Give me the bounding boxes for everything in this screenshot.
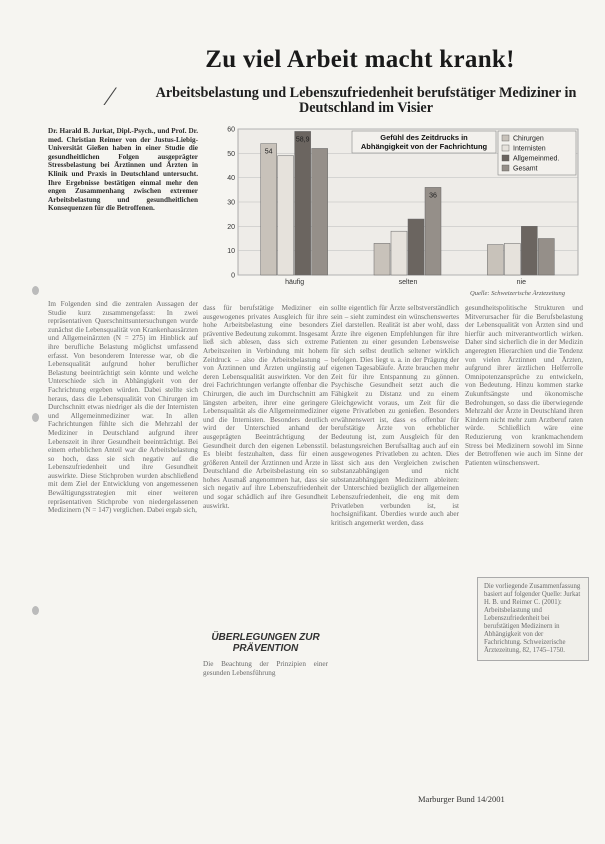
chart-x-tick-label: häufig <box>285 279 305 286</box>
chart-y-tick-label: 30 <box>227 199 235 207</box>
chart-legend-swatch <box>502 165 509 171</box>
chart-bar <box>261 144 277 275</box>
chart-legend-label: Chirurgen <box>513 135 544 143</box>
chart-legend-swatch <box>502 155 509 161</box>
chart-bar <box>408 219 424 275</box>
section-subheading: ÜBERLEGUNGEN ZUR PRÄVENTION <box>211 632 320 654</box>
source-infobox: Die vorliegende Zusammenfassung basiert auf folgender Quelle: Jurkat H. B. und Reimer C. (2001): Arbeitsbelastung und Lebenszufriedenheit bei berufstätigen Medizinern in Abhängigkeit von der Fachrichtung. Schweizerische Ärztezeitung, 82, 1745–1750. <box>477 577 589 661</box>
punch-hole <box>32 606 39 615</box>
chart-title: Abhängigkeit von der Fachrichtung <box>360 142 488 151</box>
chart-legend-label: Allgemeinmed. <box>513 155 560 163</box>
chart-bar <box>521 226 537 275</box>
chart-y-tick-label: 50 <box>227 150 235 158</box>
article-column-1: Im Folgenden sind die zentralen Aussagen der Studie kurz zusammengefasst: In zwei repräsentativen Querschnittsuntersuchungen wurde zunächst die Lebensqualität von Krankenhausärzten und Allgemeinärzten (N = 275) im Hinblick auf ihre berufliche Belastung möglichst umfassend erfasst. Von besonderem Interesse war, ob die Lebensqualität aufgrund hoher beruflicher Belastung beeinträchtigt sein könnte und welche Unterschiede sich in Abhängigkeit von der Fachrichtung ergeben würden. Dabei stellte sich heraus, dass die Lebensqualität von Chirurgen im Durchschnitt etwas niedriger als die der Internisten und Allgemeinmediziner war. In allen Fachrichtungen fühlte sich die Mehrzahl der Mediziner in Deutschland aufgrund ihrer Lebenszeit in ihrer Gesundheit beeinträchtigt. Bei einem erheblichen Anteil war die Arbeitsbelastung so hoch, dass sie sich negativ auf die Lebenszufriedenheit und ihre Gesundheit auswirkte. Diese Stichproben wurden abschließend mit dem Ziel der Entwicklung von angemessenen Bewältigungsstrategien mit einer weiteren repräsentativen Stichprobe von niedergelassenen Medizinern (N = 147) verglichen. Dabei ergab sich, <box>48 300 198 515</box>
chart-bar <box>487 245 503 275</box>
article-subheadline: Arbeitsbelastung und Lebenszufriedenheit berufstätiger Mediziner in Deutschland im Visier <box>155 85 577 116</box>
article-column-3: sollte eigentlich für Ärzte selbstverständlich sein – sieht zumindest ein wünschenswertes Ziel darstellen. Realität ist aber wohl, dass Ärzte ihre eigenen Empfehlungen für ihre Patienten zu einer gesunden Lebensweise für sich selbst deutlich seltener wirklich befolgen. Dies liegt u. a. in der Prägung der eigenen Tagesabläufe. Ärzte brauchen mehr Zeit für ihre Entspannung zu gönnen. Psychische Gesundheit setzt auch die Fähigkeit zu Distanz und zu einem Gleichgewicht voraus, um Zeit für die eigene Privatleben zu genießen. Besonders erwähnenswert ist, dass es offenbar für berufstätige Ärzte von erheblicher Bedeutung ist, zum Ausgleich für den belastungsreichen Berufsalltag auch auf ein ausgewogenes Privatleben zu achten. Dies lässt sich aus den Vergleichen zwischen substanzabhängigen und nicht substanzabhängigen Medizinern ableiten: der Unterschied bezüglich der allgemeinen Lebenszufriedenheit, die eng mit dem Privatleben verbunden ist, ist hochsignifikant. Überdies wurde auch aber kritisch angemerkt werden, dass <box>331 304 459 527</box>
chart-data-label: 54 <box>264 148 273 156</box>
chart-data-label: 36 <box>429 192 437 200</box>
chart-legend-label: Internisten <box>513 145 546 153</box>
punch-hole <box>32 413 39 422</box>
chart-source: Quelle: Schweizerische Ärztezeitung <box>470 290 565 297</box>
chart-bar <box>312 148 328 275</box>
chart-x-tick-label: selten <box>398 279 418 286</box>
bar-chart <box>222 123 584 287</box>
chart-bar <box>295 131 311 275</box>
chart-bar <box>538 239 554 276</box>
chart-y-tick-label: 20 <box>227 223 235 231</box>
decorative-mark: ⁄ <box>108 82 113 111</box>
chart-y-tick-label: 40 <box>227 175 235 183</box>
article-headline: Zu viel Arbeit macht krank! <box>205 46 515 73</box>
chart-legend-swatch <box>502 135 509 141</box>
page-footer: Marburger Bund 14/2001 <box>418 794 505 804</box>
article-column-4: gesundheitspolitische Strukturen und Mitverursacher für die Berufsbelastung der Lebensqualität von Ärzten sind und hierfür auch mitverantwortlich wirken. Daher sind sicherlich die in der Medizin angeregten Hierarchien und die Tendenz von vielen Ärztinnen und Ärzten, aufgrund ihrer ärztlichen Helferrolle Omnipotenzansprüche zu entwickeln, von Bedeutung. Hinzu kommen starke Zukunftsängste und ökonomische Bedrohungen, so dass die überwiegende Mehrzahl der Ärzte in Deutschland ihren Kindern nicht mehr zum Arztberuf raten würde. Schließlich wäre eine Reduzierung von krankmachendem Stress bei Medizinern sowohl im Sinne der Betroffenen wie auch im Sinne der Patienten wünschenswert. <box>465 304 583 467</box>
chart-title: Gefühl des Zeitdrucks in <box>380 133 468 142</box>
chart-y-tick-label: 10 <box>227 248 235 256</box>
chart-bar <box>504 243 520 275</box>
article-column-2: dass für berufstätige Mediziner ein ausgewogenes privates Ausgleich für ihre hohe Arbeitsbelastung eine besonders präventive Bedeutung zukommt. Insgesamt ließ sich ablesen, dass sich extreme Arbeitszeiten in Verbindung mit hohem Zeitdruck – also die Arbeitsbelastung – von Ärztinnen und Ärzten ungünstig auf deren Lebensqualität auswirkten. Vor den drei Fachrichtungen verlangte offenbar die Chirurgen, die auch im Durchschnitt am längsten arbeiten, ihrer eine geringere Lebensqualität als die Allgemeinmediziner und die Internisten. Besonders deutlich wird der Unterschied anhand der ausgeprägten Beeinträchtigung der Gesundheit durch den eigenen Lebensstil. Es bleibt festzuhalten, dass für einen größeren Anteil der Ärztinnen und Ärzte in Deutschland die Arbeitsbelastung ein so hohes Ausmaß angenommen hat, dass sie sich negativ auf ihre Lebenszufriedenheit und sogar schädlich auf ihre Gesundheit auswirkt. <box>203 304 328 510</box>
chart-x-tick-label: nie <box>516 279 527 286</box>
chart-legend-label: Gesamt <box>513 165 538 173</box>
punch-hole <box>32 286 39 295</box>
chart-y-tick-label: 0 <box>231 272 235 280</box>
article-column-2b: Die Beachtung der Prinzipien einer gesunden Lebensführung <box>203 660 328 677</box>
chart-bar <box>278 156 294 275</box>
chart-y-tick-label: 60 <box>227 126 235 134</box>
chart-bar <box>425 187 441 275</box>
chart-data-label: 58,9 <box>295 136 310 144</box>
article-intro: Dr. Harald B. Jurkat, Dipl.-Psych., und Prof. Dr. med. Christian Reimer von der Justus-Liebig-Universität Gießen haben in einer Studie die gesundheitlichen Folgen ausgeprägter Stressbelastung bei Ärztinnen und Ärzten in Klinik und Praxis in Deutschland untersucht. Ihre Ergebnisse bestätigen einmal mehr den engen Zusammenhang zwischen extremer Arbeitsbelastung und gesundheitlichen Konsequenzen für die Betroffenen. <box>48 127 198 213</box>
chart-legend-swatch <box>502 145 509 151</box>
chart-bar <box>391 231 407 275</box>
chart-bar <box>374 243 390 275</box>
